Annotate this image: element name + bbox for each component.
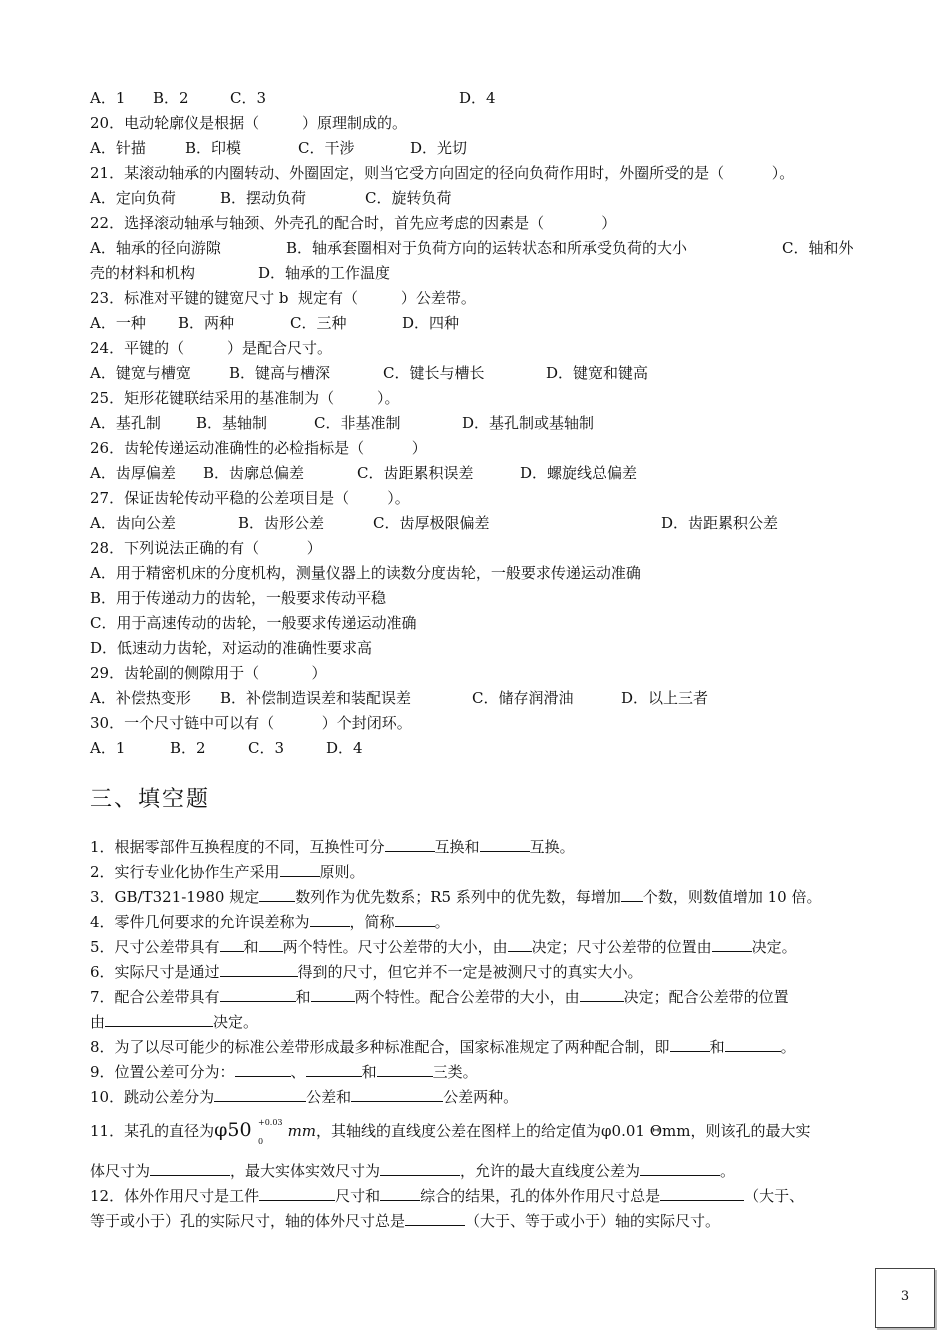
option-d: D．齿距累积公差	[661, 514, 779, 532]
option-a: A．定向负荷	[90, 189, 176, 207]
option-a: A．针描	[90, 139, 146, 157]
lower-deviation: 0	[258, 1137, 264, 1146]
option-c-cont: 壳的材料和机构	[90, 264, 196, 282]
fill-question-2: 2．实行专业化协作生产采用 原则。	[90, 863, 365, 881]
answer-blank	[640, 1160, 720, 1176]
fill-question-12-cont: 等于或小于）孔的实际尺寸，轴的体外尺寸总是 （大于、等于或小于）轴的实际尺寸。	[90, 1212, 721, 1230]
fill-question-7: 7．配合公差带具有 和 两个特性。配合公差带的大小，由 决定；配合公差带的位置	[90, 988, 789, 1006]
answer-blank	[311, 986, 355, 1002]
answer-blank	[395, 911, 435, 927]
option-c: C．齿距累积误差	[357, 464, 474, 482]
answer-blank	[259, 1185, 335, 1201]
option-a: A．键宽与槽宽	[90, 364, 191, 382]
question-20: 20．电动轮廓仪是根据（ ）原理制成的。	[90, 114, 408, 132]
answer-blank	[670, 1036, 710, 1052]
option-b: B．两种	[178, 314, 235, 332]
option-b: B．键高与槽深	[229, 364, 331, 382]
option-c: C．非基准制	[314, 414, 401, 432]
fill-question-3: 3．GB/T321-1980 规定 数列作为优先数系；R5 系列中的优先数，每增加 个数，则数值增加 10 倍。	[90, 888, 822, 906]
answer-blank	[220, 986, 296, 1002]
option-d: D．光切	[410, 139, 468, 157]
option-c: C．3	[230, 89, 267, 107]
option-b: B．齿形公差	[238, 514, 325, 532]
option-c: C．轴和外	[782, 239, 854, 257]
answer-blank	[351, 1086, 443, 1102]
option-a: A．一种	[90, 314, 146, 332]
answer-blank	[380, 1160, 460, 1176]
page-number: 3	[900, 1289, 910, 1304]
option-a: A．1	[90, 89, 126, 107]
fill-question-12: 12．体外作用尺寸是工件 尺寸和 综合的结果，孔的体外作用尺寸总是 （大于、	[90, 1187, 805, 1205]
fill-question-5: 5．尺寸公差带具有 和 两个特性。尺寸公差带的大小，由 决定；尺寸公差带的位置由 决定。	[90, 938, 797, 956]
page-number-box	[875, 1268, 935, 1328]
option-b: B．基轴制	[196, 414, 268, 432]
question-22: 22．选择滚动轴承与轴颈、外壳孔的配合时，首先应考虑的因素是（ ）	[90, 214, 617, 232]
option-a: A．1	[90, 739, 126, 757]
fill-question-9: 9．位置公差可分为： 、 和 三类。	[90, 1063, 478, 1081]
answer-blank	[310, 911, 350, 927]
fill-question-4: 4．零件几何要求的允许误差称为 ，简称 。	[90, 913, 450, 931]
answer-blank	[306, 1061, 362, 1077]
answer-blank	[150, 1160, 230, 1176]
hole-diameter: φ50	[214, 1119, 252, 1141]
answer-blank	[621, 886, 643, 902]
answer-blank	[214, 1086, 306, 1102]
fill-question-6: 6．实际尺寸是通过 得到的尺寸，但它并不一定是被测尺寸的真实大小。	[90, 963, 643, 981]
question-27: 27．保证齿轮传动平稳的公差项目是（ ）。	[90, 489, 410, 507]
option-b: B．轴承套圈相对于负荷方向的运转状态和所承受负荷的大小	[286, 239, 688, 257]
fill-question-7-cont: 由 决定。	[90, 1013, 259, 1031]
upper-deviation: +0.03	[258, 1118, 283, 1127]
option-b: B．摆动负荷	[220, 189, 307, 207]
answer-blank	[580, 986, 624, 1002]
answer-blank	[380, 1185, 420, 1201]
option-a: A．齿向公差	[90, 514, 176, 532]
option-b: B．用于传递动力的齿轮，一般要求传动平稳	[90, 589, 387, 607]
option-b: B．印模	[185, 139, 242, 157]
answer-blank	[725, 1036, 781, 1052]
option-c: C．旋转负荷	[365, 189, 452, 207]
option-c: C．键长与槽长	[383, 364, 485, 382]
option-b: B．齿廓总偏差	[203, 464, 305, 482]
answer-blank	[508, 936, 532, 952]
option-d: D．键宽和键高	[546, 364, 649, 382]
answer-blank	[712, 936, 752, 952]
option-d: D．4	[459, 89, 496, 107]
answer-blank	[480, 836, 530, 852]
answer-blank	[385, 836, 435, 852]
answer-blank	[280, 861, 320, 877]
answer-blank	[105, 1011, 213, 1027]
option-c: C．用于高速传动的齿轮，一般要求传递运动准确	[90, 614, 417, 632]
option-b: B．2	[153, 89, 189, 107]
option-d: D．以上三者	[621, 689, 709, 707]
option-a: A．轴承的径向游隙	[90, 239, 221, 257]
fill-question-10: 10．跳动公差分为 公差和 公差两种。	[90, 1088, 519, 1106]
unit: mm	[287, 1122, 317, 1140]
option-a: A．基孔制	[90, 414, 161, 432]
answer-blank	[220, 936, 244, 952]
section-heading: 三、填空题	[90, 787, 211, 812]
question-29: 29．齿轮副的侧隙用于（ ）	[90, 664, 327, 682]
answer-blank	[405, 1210, 465, 1226]
answer-blank	[660, 1185, 744, 1201]
fill-question-1: 1．根据零部件互换程度的不同，互换性可分 互换和 互换。	[90, 838, 575, 856]
option-d: D．低速动力齿轮，对运动的准确性要求高	[90, 639, 373, 657]
option-c: C．三种	[290, 314, 347, 332]
question-21: 21．某滚动轴承的内圈转动、外圈固定，则当它受方向固定的径向负荷作用时，外圈所受的是（ ）。	[90, 164, 795, 182]
option-c: C．储存润滑油	[472, 689, 574, 707]
answer-blank	[377, 1061, 433, 1077]
option-d: D．基孔制或基轴制	[462, 414, 595, 432]
question-30: 30．一个尺寸链中可以有（ ）个封闭环。	[90, 714, 412, 732]
option-b: B．2	[170, 739, 206, 757]
option-a: A．齿厚偏差	[90, 464, 176, 482]
option-c: C．齿厚极限偏差	[373, 514, 490, 532]
option-a: A．用于精密机床的分度机构，测量仪器上的读数分度齿轮，一般要求传递运动准确	[90, 564, 641, 582]
question-25: 25．矩形花键联结采用的基准制为（ ）。	[90, 389, 400, 407]
answer-blank	[220, 961, 298, 977]
fill-question-11: 11．某孔的直径为φ50 mm，其轴线的直线度公差在图样上的给定值为φ0.01 Θmm，则该孔的最大实	[90, 1119, 811, 1141]
question-28: 28．下列说法正确的有（ ）	[90, 539, 322, 557]
question-24: 24．平键的（ ）是配合尺寸。	[90, 339, 333, 357]
question-26: 26．齿轮传递运动准确性的必检指标是（ ）	[90, 439, 427, 457]
option-d: D．4	[326, 739, 363, 757]
option-a: A．补偿热变形	[90, 689, 191, 707]
option-c: C．3	[248, 739, 285, 757]
option-d: D．螺旋线总偏差	[520, 464, 638, 482]
option-d: D．四种	[402, 314, 460, 332]
option-c: C．干涉	[298, 139, 355, 157]
question-23: 23．标准对平键的键宽尺寸 b 规定有（ ）公差带。	[90, 289, 476, 307]
fill-question-8: 8．为了以尽可能少的标准公差带形成最多种标准配合，国家标准规定了两种配合制，即 和 。	[90, 1038, 796, 1056]
answer-blank	[235, 1061, 291, 1077]
option-b: B．补偿制造误差和装配误差	[220, 689, 412, 707]
fill-question-11-cont: 体尺寸为 ，最大实体实效尺寸为 ，允许的最大直线度公差为 。	[90, 1162, 736, 1180]
answer-blank	[259, 936, 283, 952]
option-d: D．轴承的工作温度	[258, 264, 391, 282]
answer-blank	[259, 886, 295, 902]
straightness-value: φ0.01 Θmm	[601, 1122, 691, 1140]
